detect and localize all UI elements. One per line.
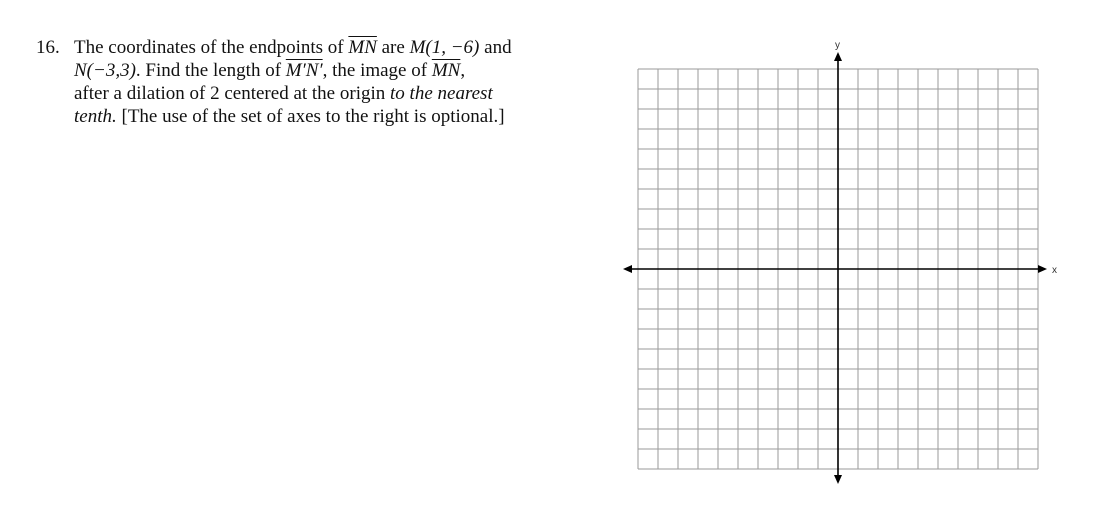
y-axis-up-arrow xyxy=(834,52,842,61)
problem-line-4 xyxy=(36,105,606,128)
problem-text-3b: to the nearest xyxy=(390,83,493,104)
y-axis-label: y xyxy=(835,40,840,51)
x-axis-label: x xyxy=(1052,265,1057,276)
problem-text-3a: after a dilation of 2 centered at the origin xyxy=(74,83,391,104)
problem-text-1c: and xyxy=(479,37,512,58)
x-axis-left-arrow xyxy=(623,265,632,273)
problem-line-3 xyxy=(36,82,606,105)
problem-text-1a: The coordinates of the endpoints of xyxy=(74,37,349,58)
problem-text-4a: tenth. xyxy=(74,106,117,127)
coordinate-grid xyxy=(620,36,1060,496)
problem-line-1 xyxy=(36,36,606,59)
point-n: N(−3,3) xyxy=(74,60,136,81)
segment-image: M′N′ xyxy=(285,60,323,81)
problem-16 xyxy=(36,36,606,128)
problem-line-2 xyxy=(36,59,606,82)
problem-text-2a: . Find the length of xyxy=(135,60,286,81)
segment-mn: $\overline{MN}$ xyxy=(348,37,377,58)
problem-text-2b: , the image of xyxy=(322,60,432,81)
y-axis-down-arrow xyxy=(834,475,842,484)
x-axis-right-arrow xyxy=(1038,265,1047,273)
point-m: M(1, −6) xyxy=(409,37,480,58)
problem-text-2c: , xyxy=(460,60,466,81)
problem-text-4b: [The use of the set of axes to the right is optional.] xyxy=(116,106,505,127)
segment-mn-2: $\overline{MN}$ xyxy=(431,60,461,81)
problem-text-1b: are xyxy=(376,37,410,58)
problem-number: 16. xyxy=(36,37,60,58)
